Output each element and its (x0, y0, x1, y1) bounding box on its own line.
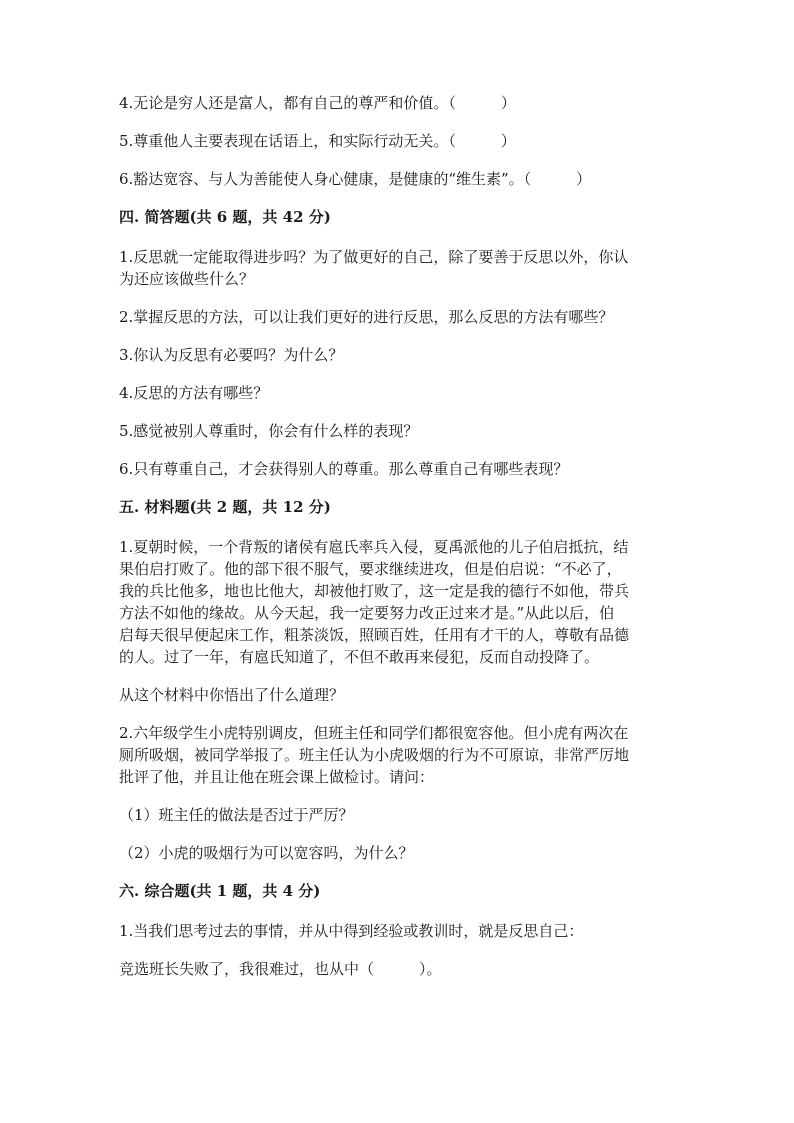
material1-line: 果伯启打败了。他的部下很不服气，要求继续进攻，但是伯启说：“不必了， (119, 560, 622, 578)
exam-page (119, 92, 679, 980)
short-answer-q1-line1: 1.反思就一定能取得进步吗？为了做更好的自己，除了要善于反思以外，你认 (119, 248, 629, 266)
judgement-q4: 4.无论是穷人还是富人，都有自己的尊严和价值。（ ） (119, 94, 516, 112)
short-answer-q1-line2: 为还应该做些什么？ (119, 270, 255, 288)
section6-title: 六. 综合题(共 1 题，共 4 分) (119, 882, 321, 900)
section4-title: 四. 简答题(共 6 题，共 42 分) (119, 208, 331, 226)
material1-line: 的人。过了一年，有扈氏知道了，不但不敢再来侵犯，反而自动投降了。 (119, 648, 600, 666)
material1-line: 启每天很早便起床工作，粗茶淡饭，照顾百姓，任用有才干的人，尊敬有品德 (119, 626, 630, 644)
material1-line: 方法不如他的缘故。从今天起，我一定要努力改正过来才是。”从此以后，伯 (119, 604, 615, 622)
judgement-q5: 5.尊重他人主要表现在话语上，和实际行动无关。（ ） (119, 132, 516, 150)
material2-line: 厕所吸烟，被同学举报了。班主任认为小虎吸烟的行为不可原谅，非常严厉地 (119, 746, 630, 764)
comprehensive-q1: 1.当我们思考过去的事情，并从中得到经验或教训时，就是反思自己： (119, 922, 584, 940)
material2-line: 2.六年级学生小虎特别调皮，但班主任和同学们都很宽容他。但小虎有两次在 (119, 724, 629, 742)
material2-subquestion-1: （1）班主任的做法是否过于严厉？ (119, 806, 354, 824)
short-answer-q4: 4.反思的方法有哪些？ (119, 384, 269, 402)
material1-question: 从这个材料中你悟出了什么道理？ (119, 686, 345, 704)
section5-title: 五. 材料题(共 2 题，共 12 分) (119, 498, 331, 516)
judgement-q6: 6.豁达宽容、与人为善能使人身心健康，是健康的“维生素”。（ ） (119, 170, 592, 188)
short-answer-q5: 5.感觉被别人尊重时，你会有什么样的表现？ (119, 422, 419, 440)
material1-line: 1.夏朝时候，一个背叛的诸侯有扈氏率兵入侵，夏禹派他的儿子伯启抵抗，结 (119, 538, 629, 556)
short-answer-q2: 2.掌握反思的方法，可以让我们更好的进行反思，那么反思的方法有哪些？ (119, 308, 614, 326)
material2-subquestion-2: （2）小虎的吸烟行为可以宽容吗，为什么？ (119, 844, 414, 862)
material1-line: 我的兵比他多，地也比他大，却被他打败了，这一定是我的德行不如他，带兵 (119, 582, 630, 600)
short-answer-q3: 3.你认为反思有必要吗？为什么？ (119, 346, 344, 364)
material2-line: 批评了他，并且让他在班会课上做检讨。请问： (119, 768, 435, 786)
comprehensive-q1-fill: 竞选班长失败了，我很难过，也从中（ ）。 (119, 960, 442, 978)
short-answer-q6: 6.只有尊重自己，才会获得别人的尊重。那么尊重自己有哪些表现？ (119, 460, 569, 478)
